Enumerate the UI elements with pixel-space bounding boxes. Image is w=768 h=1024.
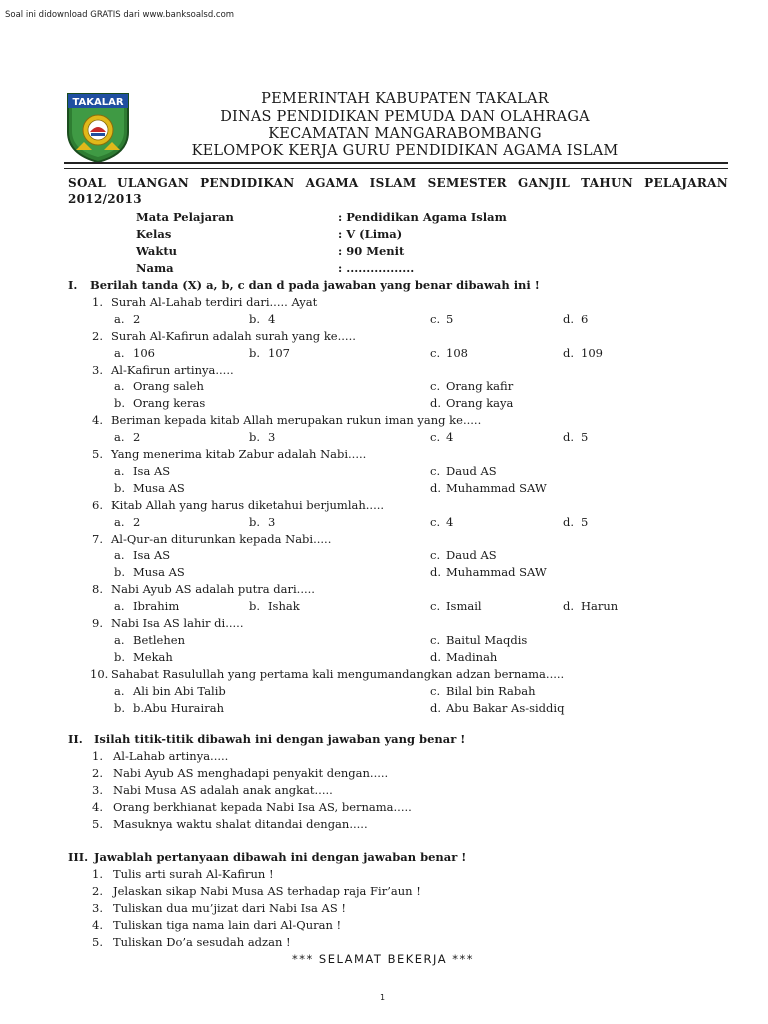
option-label: d.	[430, 700, 442, 715]
option-text: Madinah	[446, 649, 498, 664]
header-line-3: KECAMATAN MANGARABOMBANG	[268, 126, 542, 142]
option-text: Musa AS	[133, 565, 185, 580]
section-1-number: I.	[68, 278, 78, 292]
option-text: 106	[133, 345, 155, 360]
option-label: c.	[430, 311, 441, 326]
option-text: Orang saleh	[133, 379, 204, 394]
question-text: Nabi Ayub AS menghadapi penyakit dengan.....	[113, 765, 389, 780]
question-text: Jelaskan sikap Nabi Musa AS terhadap raja Fir’aun !	[113, 883, 421, 898]
question-number: 3.	[92, 782, 103, 797]
option-text: Muhammad SAW	[446, 565, 547, 580]
option-label: d.	[563, 599, 575, 614]
option-text: 3	[268, 514, 276, 529]
question-text: Nabi Isa AS lahir di.....	[111, 616, 244, 630]
option-text: 4	[268, 311, 276, 326]
option-text: Daud AS	[446, 463, 497, 478]
option-label: b.	[249, 430, 261, 445]
option-label: b.	[249, 599, 261, 614]
question-text: Nabi Musa AS adalah anak angkat.....	[113, 782, 333, 797]
question-number: 2.	[92, 765, 103, 780]
question-number: 5.	[92, 816, 103, 831]
option-text: Musa AS	[133, 480, 185, 495]
option-text: Orang kaya	[446, 396, 514, 411]
page-number: 1	[380, 993, 386, 1002]
info-label-name: Nama	[136, 261, 174, 275]
question-text: Surah Al-Kafirun adalah surah yang ke.....	[111, 328, 356, 343]
option-label: d.	[563, 514, 575, 529]
option-text: 2	[133, 311, 141, 326]
option-text: b.Abu Hurairah	[133, 700, 224, 715]
question-number: 1.	[92, 866, 103, 881]
section-2-instruction: Isilah titik-titik dibawah ini dengan jawaban yang benar !	[94, 732, 466, 746]
question-number: 3.	[92, 362, 103, 377]
question-text: Yang menerima kitab Zabur adalah Nabi.....	[111, 447, 367, 461]
option-label: c.	[430, 514, 441, 529]
question-text: Tulis arti surah Al-Kafirun !	[113, 866, 274, 881]
info-value-subject: : Pendidikan Agama Islam	[338, 210, 507, 224]
question-number: 1.	[92, 748, 103, 763]
option-text: Orang keras	[133, 396, 206, 411]
question-number: 8.	[92, 582, 103, 597]
svg-text:TAKALAR: TAKALAR	[72, 97, 124, 108]
question-text: Tuliskan dua mu’jizat dari Nabi Isa AS !	[113, 900, 346, 915]
option-label: b.	[114, 396, 126, 411]
question-text: Tuliskan Do’a sesudah adzan !	[113, 934, 291, 949]
option-label: b.	[114, 565, 126, 580]
option-text: Muhammad SAW	[446, 480, 547, 495]
header-line-1: PEMERINTAH KABUPATEN TAKALAR	[261, 91, 549, 107]
option-text: 108	[446, 345, 468, 360]
question-number: 4.	[92, 917, 103, 932]
option-label: d.	[563, 430, 575, 445]
option-text: Ishak	[268, 599, 300, 614]
question-text: Al-Kafirun artinya.....	[111, 362, 234, 377]
section-3-instruction: Jawablah pertanyaan dibawah ini dengan jawaban benar !	[94, 850, 467, 864]
question-text: Beriman kepada kitab Allah merupakan rukun iman yang ke.....	[111, 413, 482, 428]
info-label-class: Kelas	[136, 227, 172, 241]
header-line-4: KELOMPOK KERJA GURU PENDIDIKAN AGAMA ISLAM	[191, 143, 619, 159]
option-label: b.	[249, 514, 261, 529]
question-number: 2.	[92, 883, 103, 898]
question-text: Tuliskan tiga nama lain dari Al-Quran !	[113, 917, 342, 932]
info-value-time: : 90 Menit	[338, 244, 405, 258]
question-text: Al-Lahab artinya.....	[113, 748, 229, 763]
question-number: 9.	[92, 616, 103, 630]
option-label: b.	[114, 649, 126, 664]
option-label: d.	[563, 311, 575, 326]
question-text: Surah Al-Lahab terdiri dari..... Ayat	[111, 294, 318, 309]
question-text: Sahabat Rasulullah yang pertama kali mengumandangkan adzan bernama.....	[111, 666, 565, 681]
question-text: Masuknya waktu shalat ditandai dengan.....	[113, 816, 368, 831]
option-label: c.	[430, 430, 441, 445]
option-text: 4	[446, 514, 454, 529]
option-text: Mekah	[133, 649, 173, 664]
option-label: a.	[114, 430, 125, 445]
option-label: a.	[114, 514, 125, 529]
question-text: Orang berkhianat kepada Nabi Isa AS, bernama.....	[113, 799, 412, 814]
question-text: Nabi Ayub AS adalah putra dari.....	[111, 582, 315, 597]
section-3-number: III.	[68, 850, 89, 864]
option-text: Harun	[581, 599, 619, 614]
header-rule-thin	[64, 168, 728, 169]
question-number: 7.	[92, 531, 103, 546]
download-note: Soal ini didownload GRATIS dari www.banksoalsd.com	[5, 10, 235, 20]
option-text: 5	[581, 514, 589, 529]
question-number: 5.	[92, 934, 103, 949]
option-label: a.	[114, 632, 125, 647]
question-text: Al-Qur-an diturunkan kepada Nabi.....	[111, 531, 332, 546]
option-label: c.	[430, 683, 441, 698]
option-text: Daud AS	[446, 548, 497, 563]
option-text: 2	[133, 514, 141, 529]
option-text: 4	[446, 430, 454, 445]
option-label: d.	[563, 345, 575, 360]
option-text: 3	[268, 430, 276, 445]
question-number: 6.	[92, 497, 103, 512]
option-text: Bilal bin Rabah	[446, 683, 536, 698]
option-label: b.	[114, 480, 126, 495]
option-text: 6	[581, 311, 589, 326]
info-value-class: : V (Lima)	[338, 227, 403, 241]
option-label: b.	[249, 311, 261, 326]
option-label: c.	[430, 463, 441, 478]
option-label: a.	[114, 548, 125, 563]
option-text: 107	[268, 345, 290, 360]
question-number: 1.	[92, 294, 103, 309]
option-label: a.	[114, 599, 125, 614]
option-label: c.	[430, 599, 441, 614]
option-text: Ali bin Abi Talib	[133, 683, 226, 698]
header-line-2: DINAS PENDIDIKAN PEMUDA DAN OLAHRAGA	[220, 109, 590, 125]
option-label: c.	[430, 345, 441, 360]
option-text: 5	[581, 430, 589, 445]
option-text: Ibrahim	[133, 599, 180, 614]
option-text: 5	[446, 311, 454, 326]
option-text: Baitul Maqdis	[446, 632, 528, 647]
closing-note: *** SELAMAT BEKERJA ***	[292, 952, 475, 966]
option-label: a.	[114, 463, 125, 478]
section-2-number: II.	[68, 732, 83, 746]
option-label: d.	[430, 565, 442, 580]
exam-title: SOAL ULANGAN PENDIDIKAN AGAMA ISLAM SEMESTER GANJIL TAHUN PELAJARAN	[68, 176, 728, 190]
option-label: a.	[114, 683, 125, 698]
option-label: d.	[430, 649, 442, 664]
option-text: 109	[581, 345, 603, 360]
option-text: Isa AS	[133, 548, 171, 563]
option-text: Orang kafir	[446, 379, 514, 394]
section-1-instruction: Berilah tanda (X) a, b, c dan d pada jawaban yang benar dibawah ini !	[90, 278, 540, 292]
info-label-subject: Mata Pelajaran	[136, 210, 234, 224]
question-number: 4.	[92, 799, 103, 814]
option-text: 2	[133, 430, 141, 445]
info-label-time: Waktu	[136, 244, 178, 258]
option-text: Isa AS	[133, 463, 171, 478]
info-value-name: : .................	[338, 261, 415, 275]
option-label: c.	[430, 632, 441, 647]
exam-year: 2012/2013	[68, 192, 142, 206]
takalar-logo	[64, 88, 132, 164]
header-rule-thick	[64, 162, 728, 164]
option-label: b.	[249, 345, 261, 360]
option-label: d.	[430, 396, 442, 411]
question-number: 2.	[92, 328, 103, 343]
option-text: Betlehen	[133, 632, 185, 647]
option-label: b.	[114, 700, 126, 715]
option-label: d.	[430, 480, 442, 495]
question-text: Kitab Allah yang harus diketahui berjumlah.....	[111, 497, 385, 512]
option-label: a.	[114, 311, 125, 326]
option-label: a.	[114, 345, 125, 360]
option-label: c.	[430, 548, 441, 563]
question-number: 4.	[92, 413, 103, 428]
option-label: a.	[114, 379, 125, 394]
option-text: Abu Bakar As-siddiq	[446, 700, 565, 715]
option-label: c.	[430, 379, 441, 394]
question-number: 3.	[92, 900, 103, 915]
question-number: 5.	[92, 447, 103, 461]
question-number: 10.	[90, 666, 109, 681]
option-text: Ismail	[446, 599, 482, 614]
